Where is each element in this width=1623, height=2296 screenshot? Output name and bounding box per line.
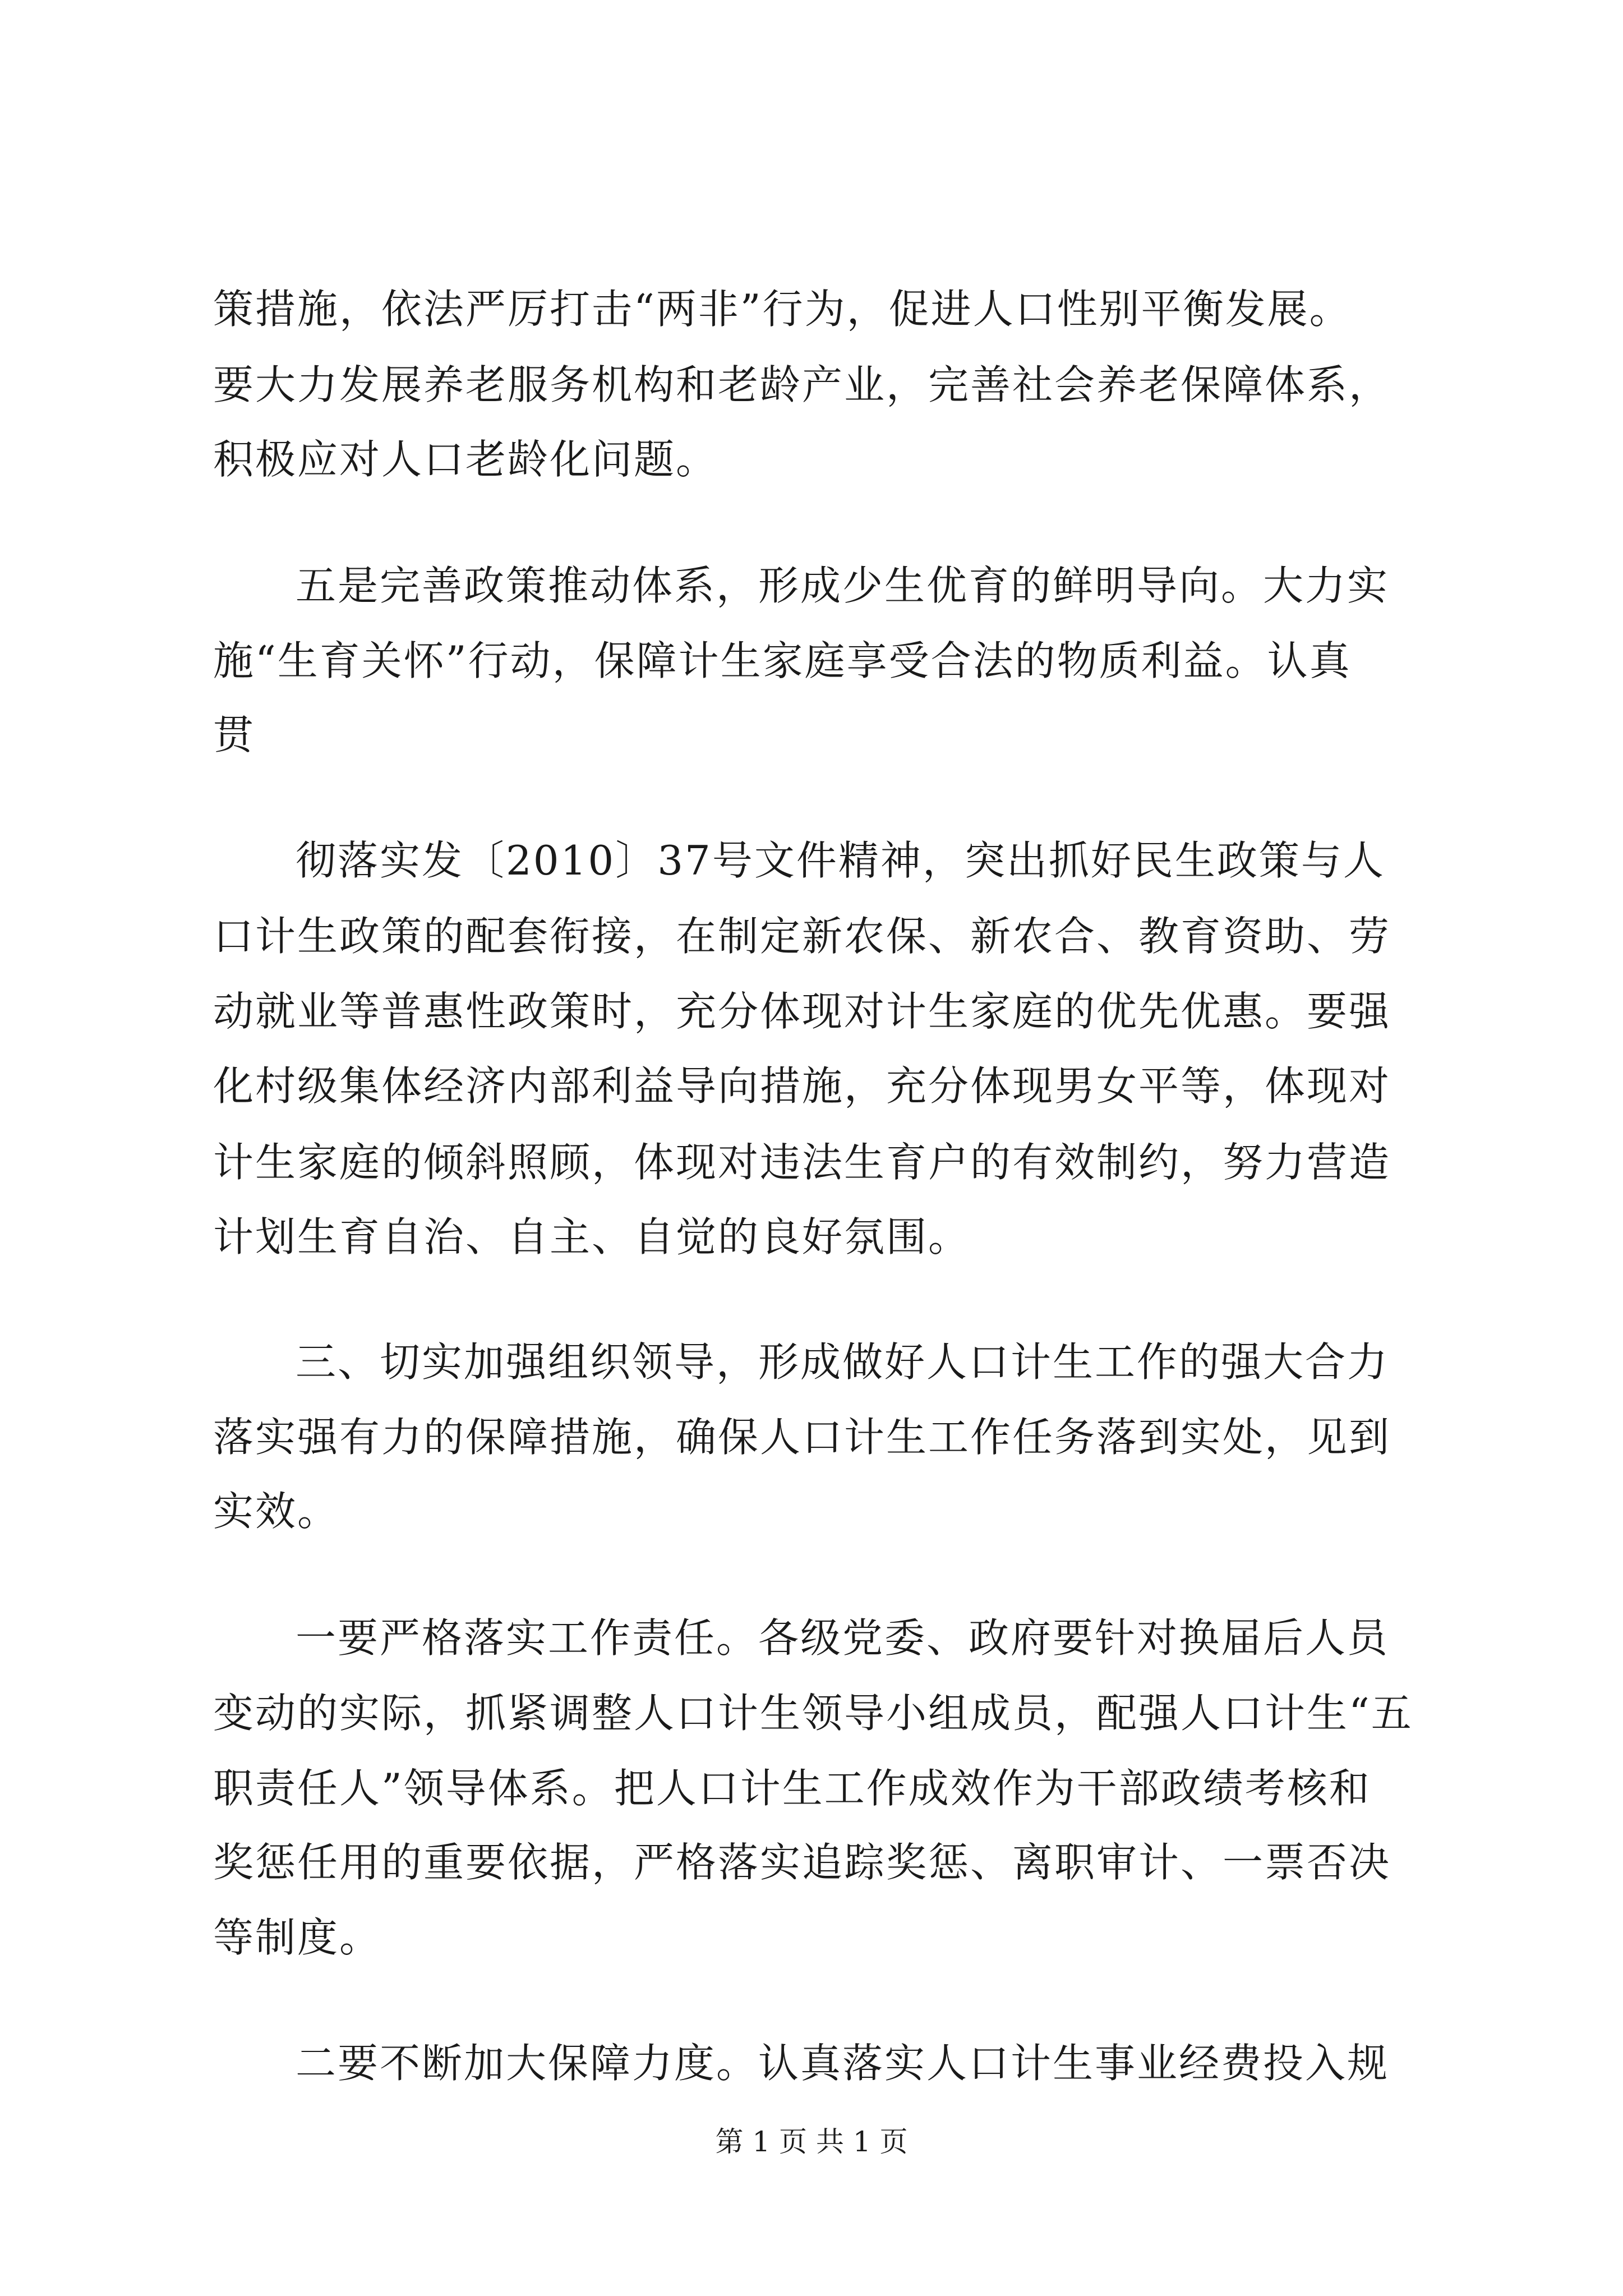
text-line: 动就业等普惠性政策时，充分体现对计生家庭的优先优惠。要强 xyxy=(213,988,1391,1035)
text-line: 化村级集体经济内部利益导向措施，充分体现男女平等，体现对 xyxy=(213,1062,1391,1110)
text-line: 职责任人”领导体系。把人口计生工作成效作为干部政绩考核和 xyxy=(213,1765,1371,1812)
paragraph-first-line-yi-yao: 一要严格落实工作责任。各级党委、政府要针对换届后人员 xyxy=(296,1614,1390,1662)
page-number-info: 第 1 页 共 1 页 xyxy=(715,2125,908,2158)
section-heading-san: 三、切实加强组织领导，形成做好人口计生工作的强大合力 xyxy=(296,1338,1390,1386)
text-line: 变动的实际，抓紧调整人口计生领导小组成员，配强人口计生“五 xyxy=(213,1690,1413,1737)
text-line: 贯 xyxy=(213,711,256,758)
page-footer xyxy=(0,2124,1623,2160)
text-line: 落实强有力的保障措施，确保人口计生工作任务落到实处，见到 xyxy=(213,1414,1391,1461)
text-line: 实效。 xyxy=(213,1488,340,1535)
text-line: 施“生育关怀”行动，保障计生家庭享受合法的物质利益。认真 xyxy=(213,637,1352,684)
text-line: 等制度。 xyxy=(213,1914,382,1961)
text-line: 积极应对人口老龄化问题。 xyxy=(213,436,718,483)
paragraph-first-line-che-luo-shi: 彻落实发〔2010〕37号文件精神，突出抓好民生政策与人 xyxy=(296,837,1385,884)
paragraph-first-line-wu-shi: 五是完善政策推动体系，形成少生优育的鲜明导向。大力实 xyxy=(296,562,1390,609)
text-line: 计生家庭的倾斜照顾，体现对违法生育户的有效制约，努力营造 xyxy=(213,1139,1391,1186)
text-line: 计划生育自治、自主、自觉的良好氛围。 xyxy=(213,1213,971,1260)
text-line: 口计生政策的配套衔接，在制定新农保、新农合、教育资助、劳 xyxy=(213,913,1391,960)
paragraph-first-line-er-yao: 二要不断加大保障力度。认真落实人口计生事业经费投入规 xyxy=(296,2040,1390,2087)
text-line: 奖惩任用的重要依据，严格落实追踪奖惩、离职审计、一票否决 xyxy=(213,1839,1391,1886)
text-line-continuation: 策措施，依法严厉打击“两非”行为，促进人口性别平衡发展。 xyxy=(213,286,1352,333)
text-line: 要大力发展养老服务机构和老龄产业，完善社会养老保障体系， xyxy=(213,361,1391,408)
